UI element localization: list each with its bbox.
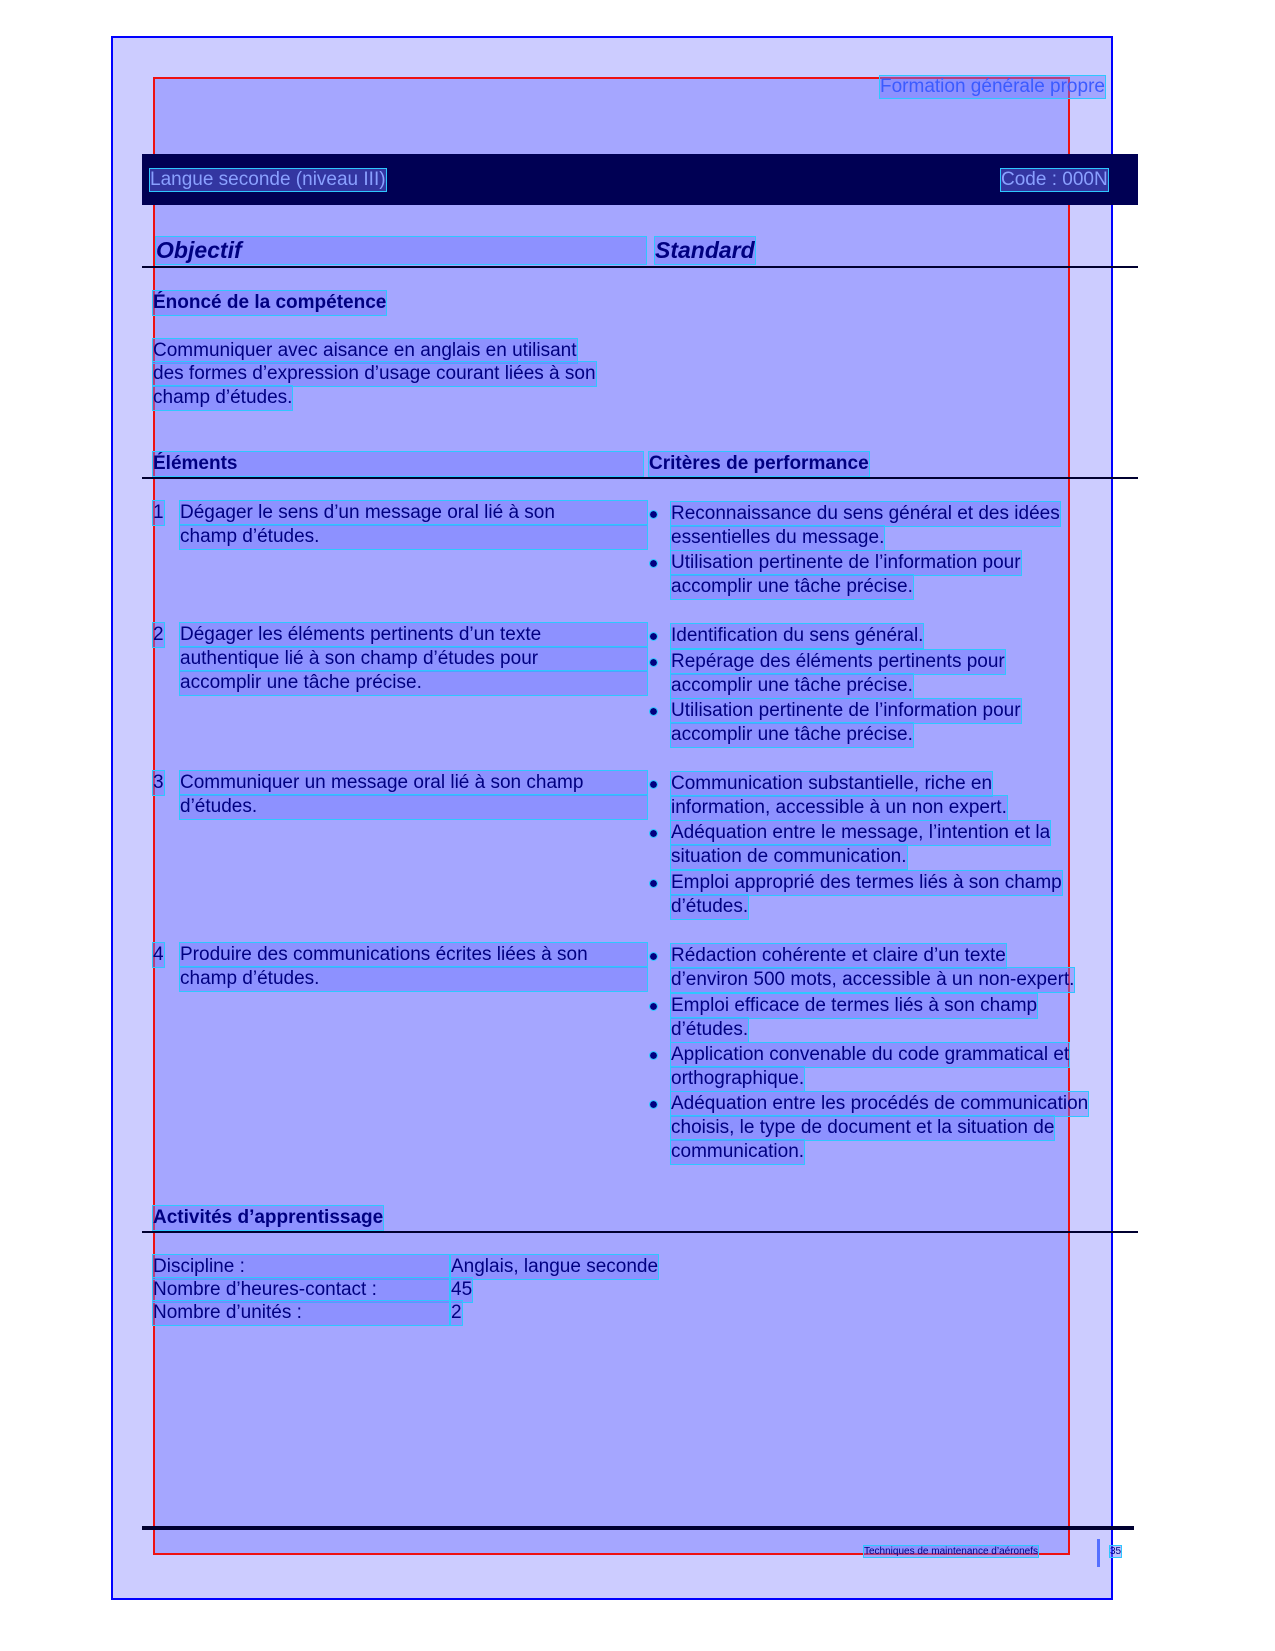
element-number: 3	[153, 772, 164, 793]
criterion-text: communication.	[671, 1141, 805, 1162]
bullet-icon	[650, 511, 657, 518]
activities-heading: Activités d’apprentissage	[153, 1207, 384, 1228]
criterion-text: accomplir une tâche précise.	[671, 576, 913, 597]
criterion-text: Emploi efficace de termes liés à son champ	[671, 995, 1038, 1016]
element-text: Communiquer un message oral lié à son champ	[180, 771, 647, 795]
criterion-text: choisis, le type de document et la situation de	[671, 1117, 1055, 1138]
criterion-text: orthographique.	[671, 1068, 805, 1089]
page-number: 35	[1110, 1546, 1122, 1557]
statement-heading: Énoncé de la compétence	[153, 292, 387, 313]
criteria-heading: Critères de performance	[649, 453, 869, 474]
statement-line-1: Communiquer avec aisance en anglais en utilisant	[153, 340, 577, 361]
criterion-text: d’environ 500 mots, accessible à un non-expert.	[671, 969, 1075, 990]
element-number: 4	[153, 944, 164, 965]
footer-separator	[1097, 1539, 1100, 1567]
element-text: champ d’études.	[180, 525, 647, 549]
criterion-text: Utilisation pertinente de l’information pour	[671, 700, 1021, 721]
running-header: Formation générale propre	[880, 76, 1105, 97]
statement-line-2: des formes d’expression d’usage courant liées à son	[153, 363, 596, 384]
criterion-text: Identification du sens général.	[671, 625, 924, 646]
section-rule-activities	[142, 1231, 1138, 1233]
section-rule-elements	[142, 477, 1138, 479]
criterion-text: Communication substantielle, riche en	[671, 773, 993, 794]
criterion-text: Reconnaissance du sens général et des idées	[671, 503, 1060, 524]
criterion-text: Utilisation pertinente de l’information pour	[671, 552, 1021, 573]
bullet-icon	[650, 781, 657, 788]
criterion-text: information, accessible à un non expert.	[671, 797, 1007, 818]
element-number: 1	[153, 502, 164, 523]
criterion-text: Repérage des éléments pertinents pour	[671, 651, 1005, 672]
element-text: accomplir une tâche précise.	[180, 671, 647, 695]
bullet-icon	[650, 830, 657, 837]
element-text: Dégager les éléments pertinents d’un texte	[180, 623, 647, 647]
statement-line-3: champ d’études.	[153, 387, 293, 408]
element-text: Dégager le sens d’un message oral lié à son	[180, 501, 647, 525]
bullet-icon	[650, 1003, 657, 1010]
bullet-icon	[650, 633, 657, 640]
units-value: 2	[451, 1302, 462, 1323]
criterion-text: accomplir une tâche précise.	[671, 724, 913, 745]
element-number: 2	[153, 624, 164, 645]
criterion-text: d’études.	[671, 896, 749, 917]
criterion-text: Adéquation entre le message, l’intention et la	[671, 822, 1051, 843]
criterion-text: Emploi approprié des termes liés à son champ	[671, 872, 1062, 893]
bullet-icon	[650, 560, 657, 567]
section-rule-top	[142, 266, 1138, 268]
elements-heading: Éléments	[153, 452, 643, 476]
units-label: Nombre d’unités :	[153, 1301, 449, 1325]
hours-value: 45	[451, 1279, 473, 1300]
criterion-text: essentielles du message.	[671, 527, 885, 548]
bullet-icon	[650, 659, 657, 666]
criterion-text: Adéquation entre les procédés de communication	[671, 1093, 1089, 1114]
course-title: Langue seconde (niveau III)	[150, 169, 386, 190]
criterion-text: Application convenable du code grammatical et	[671, 1044, 1070, 1065]
element-text: Produire des communications écrites liées à son	[180, 943, 647, 967]
criterion-text: Rédaction cohérente et claire d’un texte	[671, 945, 1006, 966]
footer-rule	[142, 1526, 1134, 1530]
discipline-value: Anglais, langue seconde	[451, 1256, 659, 1277]
element-text: d’études.	[180, 795, 647, 819]
standard-heading: Standard	[655, 237, 755, 263]
element-text: authentique lié à son champ d’études pour	[180, 647, 647, 671]
bullet-icon	[650, 880, 657, 887]
bullet-icon	[650, 708, 657, 715]
course-code: Code : 000N	[1001, 169, 1108, 190]
element-text: champ d’études.	[180, 967, 647, 991]
hours-label: Nombre d’heures-contact :	[153, 1278, 449, 1302]
objective-heading: Objectif	[156, 237, 646, 264]
criterion-text: situation de communication.	[671, 846, 907, 867]
bullet-icon	[650, 1101, 657, 1108]
bullet-icon	[650, 1052, 657, 1059]
footer-text: Techniques de maintenance d’aéronefs	[864, 1546, 1039, 1557]
bullet-icon	[650, 953, 657, 960]
discipline-label: Discipline :	[153, 1255, 449, 1279]
criterion-text: accomplir une tâche précise.	[671, 675, 913, 696]
criterion-text: d’études.	[671, 1019, 749, 1040]
